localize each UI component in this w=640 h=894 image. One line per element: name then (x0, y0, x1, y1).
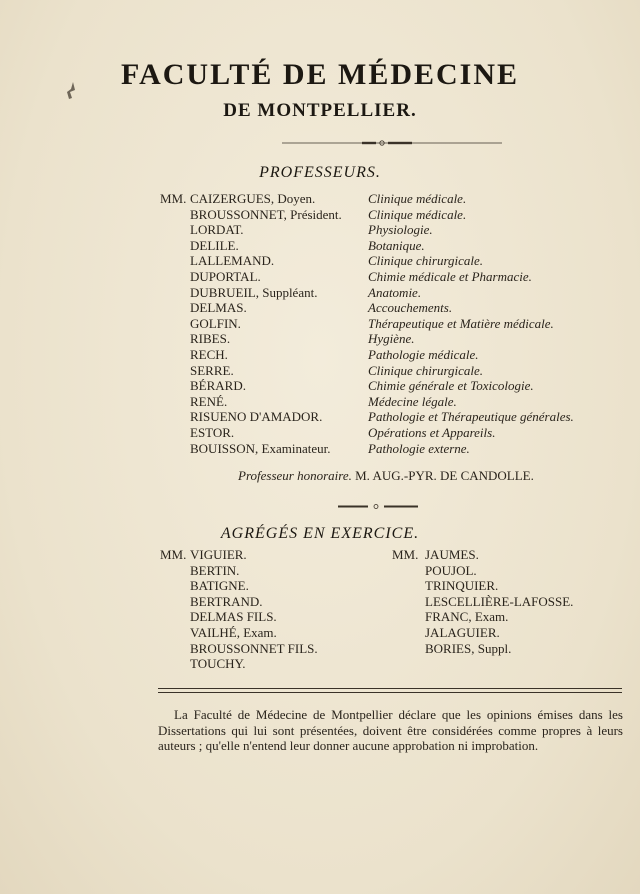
professeur-subject: Pathologie médicale. (368, 346, 479, 362)
professeur-name: LALLEMAND. (190, 253, 275, 269)
agrege-name: TRINQUIER. (425, 578, 499, 594)
professeur-name: SERRE. (190, 362, 234, 378)
professeur-name: RISUENO D'AMADOR. (190, 409, 323, 425)
professeur-subject: Clinique médicale. (368, 191, 467, 206)
professeur-name: LORDAT. (190, 222, 244, 238)
professeur-name: RENÉ. (190, 393, 228, 409)
professeur-subject: Anatomie. (368, 284, 422, 300)
professeur-name: CAIZERGUES, Doyen. (190, 191, 316, 206)
professeur-honoraire (238, 468, 534, 484)
professeur-subject: Opérations et Appareils. (368, 424, 496, 440)
professeur-subject: Médecine légale. (368, 393, 457, 409)
ornament-divider-icon (282, 140, 502, 146)
double-rule-bottom (158, 692, 622, 693)
professeur-subject: Chimie générale et Toxicologie. (368, 378, 534, 394)
agrege-name: VAILHÉ, Exam. (190, 624, 277, 640)
small-divider-icon (338, 504, 418, 509)
double-rule-top (158, 688, 622, 689)
professeurs-heading: PROFESSEURS. (259, 164, 381, 181)
agreges-right-prefix: MM. (392, 547, 419, 562)
professeur-name: BROUSSONNET, Président. (190, 206, 342, 222)
agrege-name: TOUCHY. (190, 656, 246, 672)
professeur-subject: Physiologie. (368, 222, 433, 238)
professeur-name: DELILE. (190, 237, 239, 253)
professeur-subject: Hygiène. (368, 331, 415, 347)
professeur-name: GOLFIN. (190, 315, 241, 331)
professeur-subject: Botanique. (368, 237, 425, 253)
professeur-subject: Thérapeutique et Matière médicale. (368, 315, 554, 331)
agrege-name: JAUMES. (425, 547, 479, 562)
agrege-name: BORIES, Suppl. (425, 640, 512, 656)
faculty-disclaimer: La Faculté de Médecine de Montpellier déclare que les opinions émises dans les Dissertations qui lui sont présentées, doivent être considérées comme propres à leurs auteurs ; qu'elle n'entend leur donner aucune approbation ni improbation. (158, 707, 623, 753)
agreges-heading: AGRÉGÉS EN EXERCICE. (220, 525, 420, 542)
professeur-name: DUPORTAL. (190, 268, 261, 284)
agreges-right-list (425, 547, 573, 656)
professeur-subject: Accouchements. (368, 300, 453, 316)
agrege-name: BATIGNE. (190, 578, 249, 594)
professeurs-subjects (368, 191, 574, 456)
professeur-name: BÉRARD. (190, 378, 246, 394)
agrege-name: VIGUIER. (190, 547, 247, 562)
agrege-name: BROUSSONNET FILS. (190, 640, 318, 656)
professeur-subject: Pathologie et Thérapeutique générales. (368, 409, 574, 425)
agreges-left-prefix: MM. (160, 547, 187, 562)
professeur-name: DUBRUEIL, Suppléant. (190, 284, 318, 300)
agrege-name: LESCELLIÈRE-LAFOSSE. (425, 593, 574, 609)
professeur-name: DELMAS. (190, 300, 247, 316)
professeur-name: RIBES. (190, 331, 231, 347)
professeur-subject: Clinique chirurgicale. (368, 362, 484, 378)
agrege-name: JALAGUIER. (425, 624, 500, 640)
agrege-name: BERTIN. (190, 562, 240, 578)
professeurs-names (190, 191, 342, 456)
faculty-title: FACULTÉ DE MÉDECINE (120, 58, 520, 91)
agrege-name: DELMAS FILS. (190, 609, 277, 625)
professeur-subject: Clinique médicale. (368, 206, 467, 222)
agreges-left-list (190, 547, 318, 672)
honoraire-name: M. AUG.-PYR. DE CANDOLLE. (355, 468, 534, 483)
professeur-name: RECH. (190, 346, 228, 362)
professeur-subject: Pathologie externe. (368, 440, 470, 456)
agrege-name: BERTRAND. (190, 593, 263, 609)
professeurs-prefix: MM. (160, 191, 187, 206)
professeur-name: BOUISSON, Examinateur. (190, 440, 331, 456)
honoraire-label: Professeur honoraire. (238, 468, 352, 483)
professeur-name: ESTOR. (190, 424, 235, 440)
agrege-name: FRANC, Exam. (425, 609, 509, 625)
faculty-subtitle: DE MONTPELLIER. (223, 100, 417, 121)
professeur-subject: Clinique chirurgicale. (368, 253, 484, 269)
agrege-name: POUJOL. (425, 562, 477, 578)
professeur-subject: Chimie médicale et Pharmacie. (368, 268, 532, 284)
